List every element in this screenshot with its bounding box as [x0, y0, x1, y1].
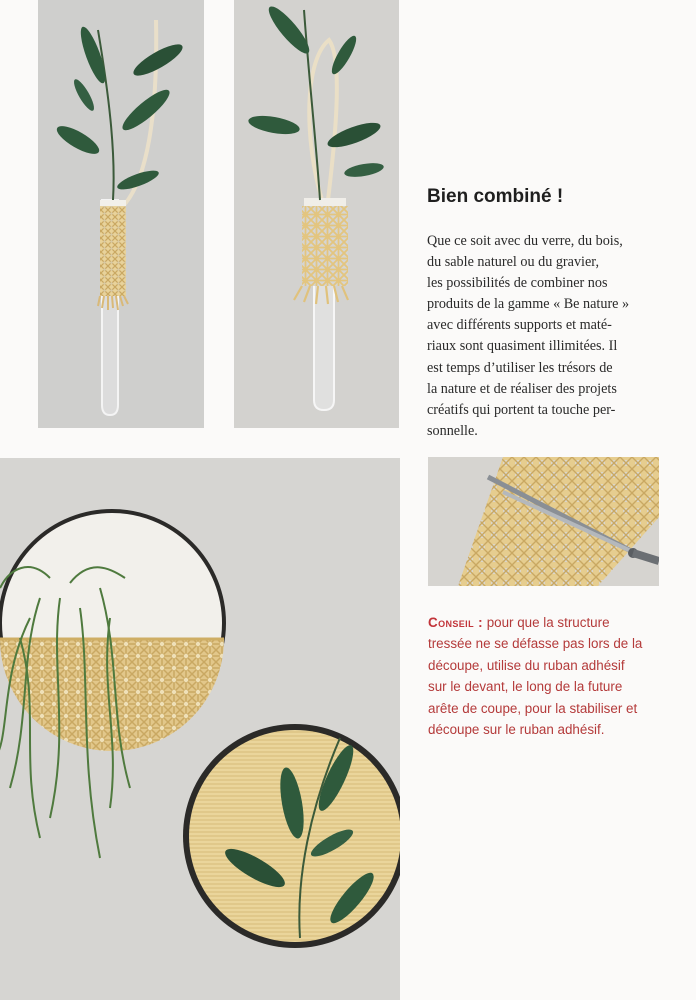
photo-hanging-vase-right	[234, 0, 399, 428]
photo-hanging-vase-left	[38, 0, 204, 428]
tip-line: sur le devant, le long de la future	[428, 679, 623, 695]
intro-line: créatifs qui portent ta touche per-	[427, 401, 616, 418]
intro-paragraph	[427, 231, 667, 442]
intro-line: produits de la gamme « Be nature »	[427, 296, 630, 313]
photo-wall-baskets	[0, 458, 400, 1000]
tip-box	[428, 612, 678, 740]
section-heading: Bien combiné !	[427, 186, 564, 207]
tip-first-line	[428, 612, 678, 633]
tip-line: tressée ne se défasse pas lors de la	[428, 636, 643, 652]
intro-line: les possibilités de combiner nos	[427, 275, 608, 292]
photo-scissors-cutting-cane	[428, 457, 659, 586]
intro-line: sonnelle.	[427, 422, 478, 439]
intro-line: est temps d’utiliser les trésors de	[427, 359, 613, 376]
tip-text: pour que la structure	[486, 615, 610, 630]
tip-label: Conseil :	[428, 615, 483, 630]
intro-line: riaux sont quasiment illimitées. Il	[427, 338, 618, 355]
intro-line: avec différents supports et maté-	[427, 317, 612, 334]
tip-line: découpe, utilise du ruban adhésif	[428, 657, 625, 673]
intro-line: la nature et de réaliser des projets	[427, 380, 617, 397]
intro-line: Que ce soit avec du verre, du bois,	[427, 233, 623, 249]
tip-line: arête de coupe, pour la stabiliser et	[428, 700, 638, 716]
intro-line: du sable naturel ou du gravier,	[427, 254, 599, 271]
tip-line: découpe sur le ruban adhésif.	[428, 722, 605, 738]
